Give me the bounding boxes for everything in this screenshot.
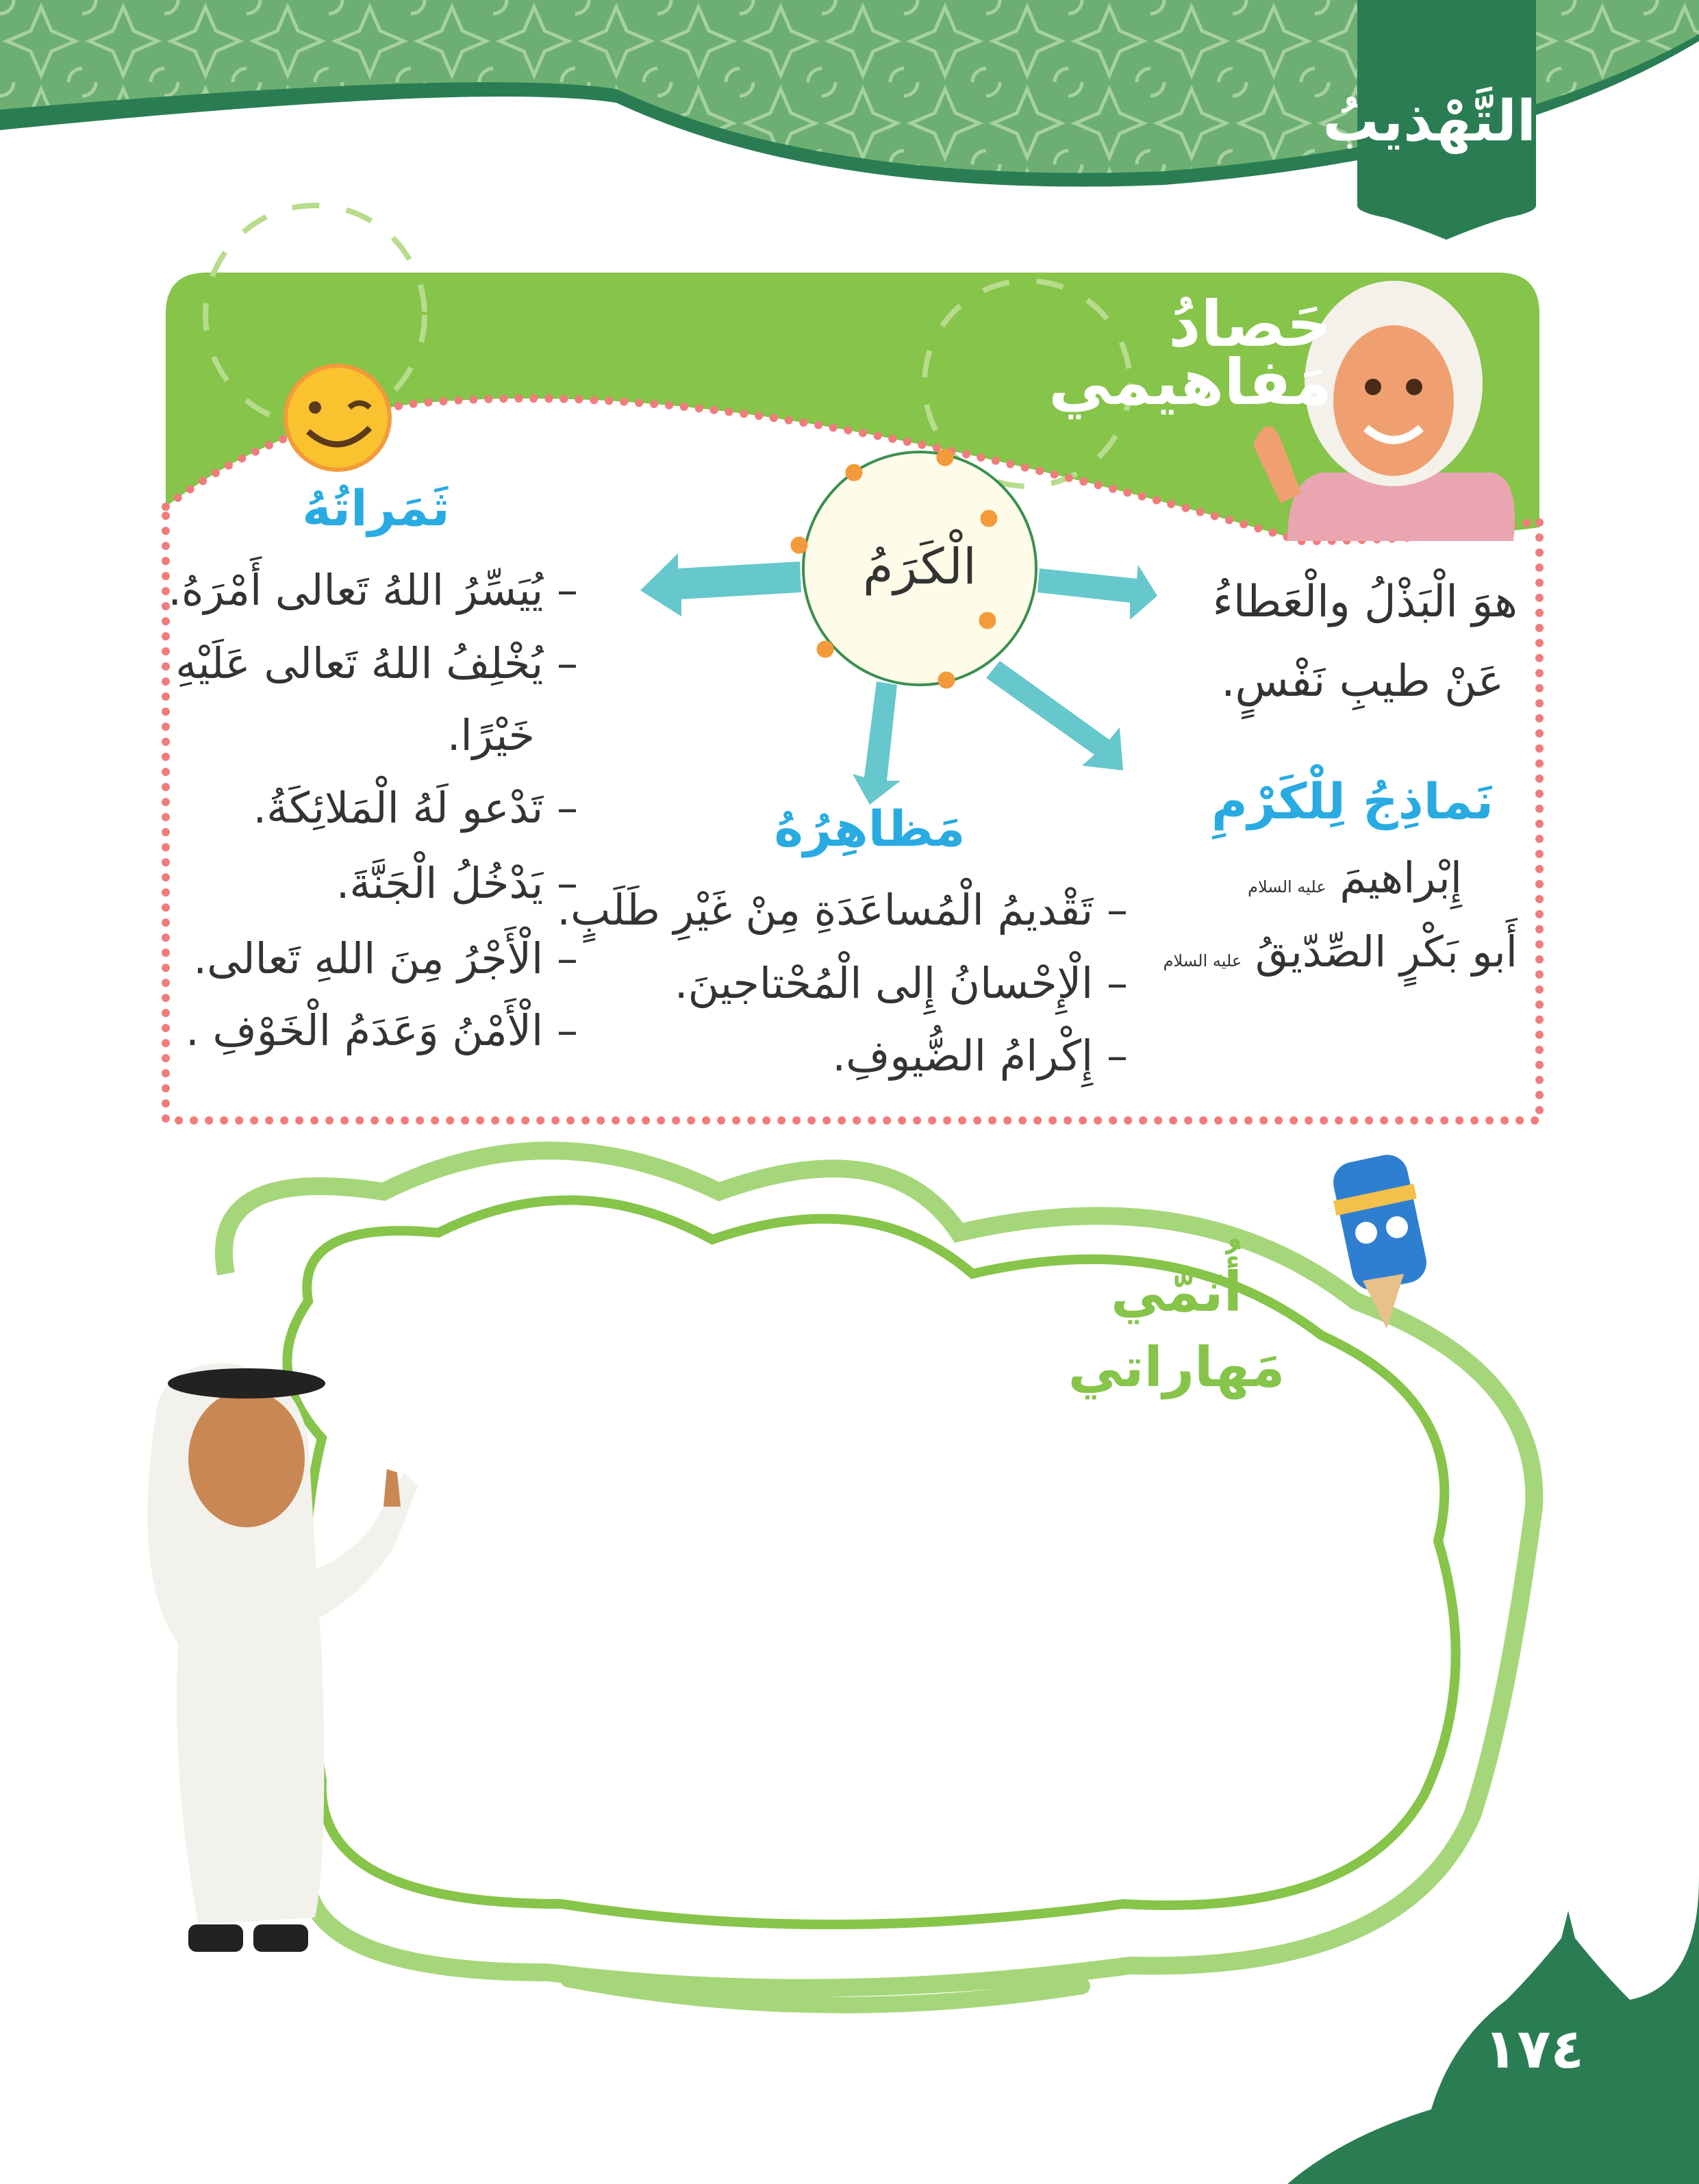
fruits-item: – تَدْعو لَهُ الْمَلائِكَةُ. xyxy=(253,783,579,833)
example-name: أَبو بَكْرٍ الصِّدّيقُ xyxy=(1255,927,1518,977)
example-item xyxy=(1163,927,1518,977)
honorific: عليه السلام xyxy=(1163,951,1242,970)
card-title-line1: حَصادُ xyxy=(1168,288,1332,361)
page-number: ١٧٤ xyxy=(1483,2017,1585,2081)
fruits-item-continued: خَيْرًا. xyxy=(446,710,535,760)
skills-title-line2: مَهاراتي xyxy=(1068,1335,1285,1399)
example-item xyxy=(1248,853,1462,903)
definition-line: هوَ الْبَذْلُ والْعَطاءُ xyxy=(1212,577,1518,627)
examples-heading: نَماذِجُ لِلْكَرْمِ xyxy=(1211,773,1494,830)
card-title-line2: مَفاهيمي xyxy=(1048,346,1332,419)
fruits-item: – يُيَسِّرُ اللهُ تَعالى أَمْرَهُ. xyxy=(168,565,578,615)
fruits-item: – يُخْلِفُ اللهُ تَعالى عَلَيْهِ xyxy=(175,638,578,688)
skills-title-line1: أُنَمّي xyxy=(1110,1260,1243,1324)
fruits-item: – الْأَجْرُ مِنَ اللهِ تَعالى. xyxy=(193,933,578,983)
definition-line: عَنْ طيبِ نَفْسٍ. xyxy=(1221,656,1504,707)
manifestations-item: – الْإِحْسانُ إِلى الْمُحْتاجينَ. xyxy=(675,958,1128,1008)
manifestations-item: – تَقْديمُ الْمُساعَدَةِ مِنْ غَيْرِ طَلَبٍ. xyxy=(557,885,1128,935)
center-concept: الْكَرَمُ xyxy=(862,538,977,595)
example-name: إِبْراهيمَ xyxy=(1339,853,1462,903)
fruits-item: – يَدْخُلُ الْجَنَّةَ. xyxy=(336,858,578,908)
fruits-item: – الْأَمْنُ وَعَدَمُ الْخَوْفِ . xyxy=(186,1005,578,1055)
fruits-heading: ثَمَراتُهُ xyxy=(302,479,450,537)
manifestations-item: – إِكْرامُ الضُّيوفِ. xyxy=(832,1031,1128,1081)
manifestations-heading: مَظاهِرُهُ xyxy=(774,800,966,857)
wink-smiley-icon xyxy=(286,366,390,470)
honorific: عليه السلام xyxy=(1248,877,1326,896)
skills-cloud xyxy=(287,1200,1455,1924)
subject-title: التَّهْذيبُ xyxy=(1322,89,1536,154)
